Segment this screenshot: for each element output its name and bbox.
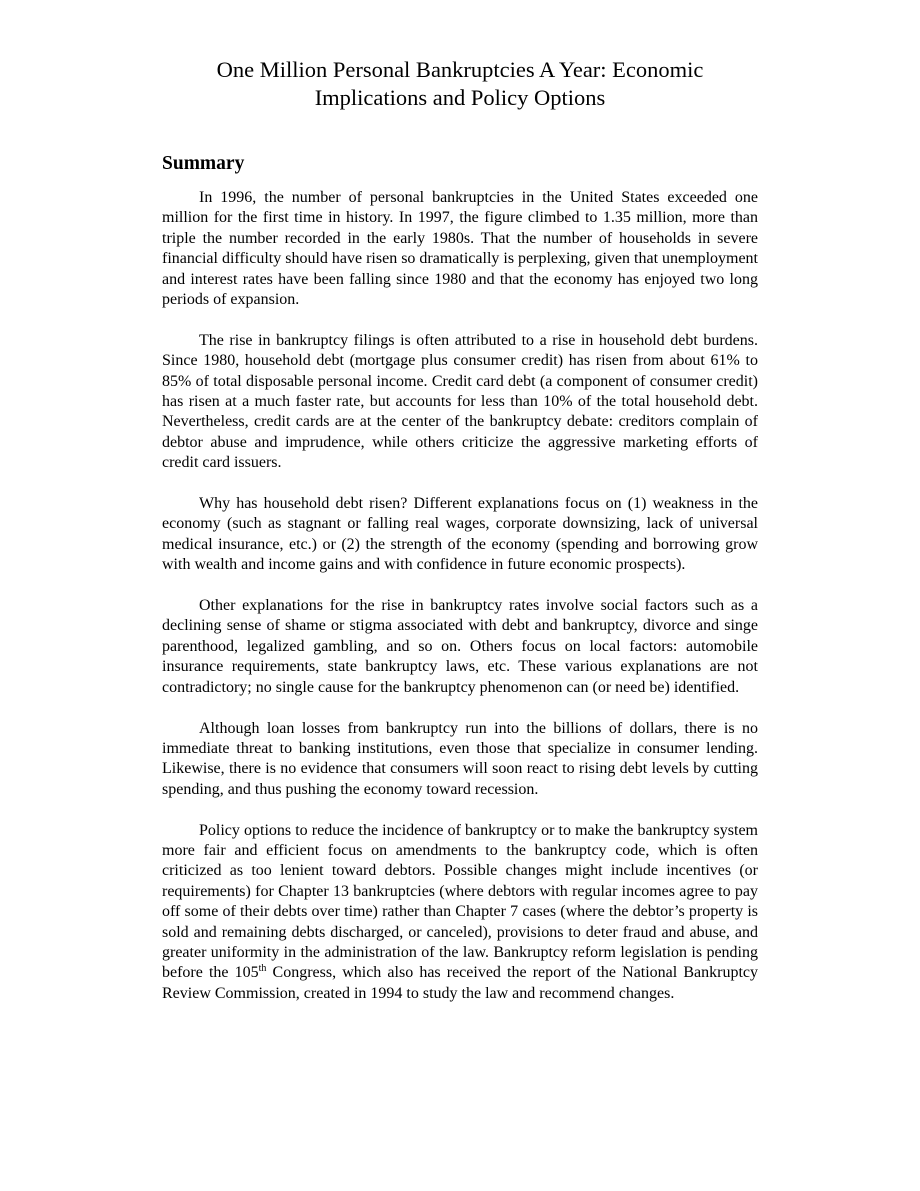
document-page: [162, 56, 758, 1004]
title-line-1: One Million Personal Bankruptcies A Year: Economic: [216, 57, 704, 82]
paragraph-1: In 1996, the number of personal bankruptcies in the United States exceeded one million for the first time in history. In 1997, the figure climbed to 1.35 million, more than triple the number recorded in the early 1980s. That the number of households in severe financial difficulty should have risen so dramatically is perplexing, given that unemployment and interest rates have been falling since 1980 and that the economy has enjoyed two long periods of expansion.: [162, 189, 758, 309]
paragraph-2: The rise in bankruptcy filings is often attributed to a rise in household debt burdens. Since 1980, household debt (mortgage plus consumer credit) has risen from about 61% to 85% of total disposable personal income. Credit card debt (a component of consumer credit) has risen at a much faster rate, but accounts for less than 10% of the total household debt. Nevertheless, credit cards are at the center of the bankruptcy debate: creditors complain of debtor abuse and imprudence, while others criticize the aggressive marketing efforts of credit card issuers.: [162, 331, 758, 472]
paragraph-5: Although loan losses from bankruptcy run into the billions of dollars, there is no immediate threat to banking institutions, even those that specialize in consumer lending. Likewise, there is no evidence that consumers will soon react to rising debt levels by cutting spending, and thus pushing the economy toward recession.: [162, 719, 758, 798]
title-line-2: Implications and Policy Options: [314, 85, 606, 110]
document-title: [162, 56, 758, 112]
summary-body: [162, 188, 758, 1004]
paragraph-3: Why has household debt risen? Different explanations focus on (1) weakness in the economy (such as stagnant or falling real wages, corporate downsizing, lack of universal medical insurance, etc.) or (2) the strength of the economy (spending and borrowing grow with wealth and income gains and with confidence in future economic prospects).: [162, 495, 758, 574]
paragraph-4: Other explanations for the rise in bankruptcy rates involve social factors such as a declining sense of shame or stigma associated with debt and bankruptcy, divorce and singe parenthood, legalized gambling, and so on. Others focus on local factors: automobile insurance requirements, state bankruptcy laws, etc. These various explanations are not contradictory; no single cause for the bankruptcy phenomenon can (or need be) identified.: [162, 597, 758, 696]
section-heading-summary: Summary: [162, 153, 245, 174]
paragraph-6-text-before: Policy options to reduce the incidence of bankruptcy or to make the bankruptcy system more fair and efficient focus on amendments to the bankruptcy code, which is often criticized as too lenient toward debtors. Possible changes might include incentives (or requirements) for Chapter 13 bankruptcies (where debtors with regular incomes agree to pay off some of their debts over time) rather than Chapter 7 cases (where the debtor’s property is sold and remaining debts discharged, or canceled), provisions to deter fraud and abuse, and greater uniformity in the administration of the law. Bankruptcy reform legislation is pending before the 105: [162, 821, 758, 982]
paragraph-6: [162, 821, 758, 1005]
paragraph-6-text-after: Congress, which also has received the report of the National Bankruptcy Review Commission, created in 1994 to study the law and recommend changes.: [162, 964, 758, 1002]
ordinal-superscript: th: [258, 963, 267, 975]
